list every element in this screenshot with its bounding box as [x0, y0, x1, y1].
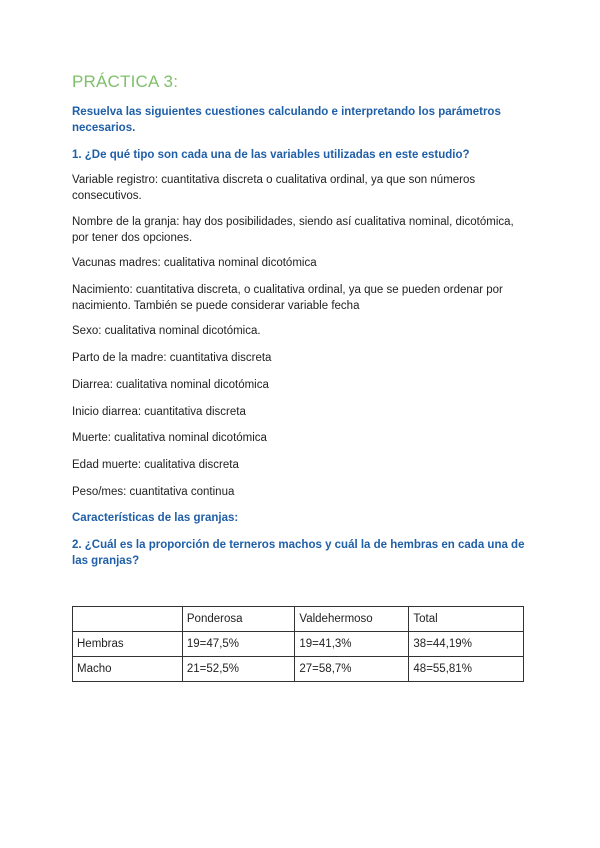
table-cell: Hembras [73, 632, 183, 657]
variable-inicio-diarrea: Inicio diarrea: cuantitativa discreta [72, 406, 246, 418]
table-cell: 19=47,5% [182, 632, 295, 657]
variable-sexo: Sexo: cualitativa nominal dicotómica. [72, 325, 261, 337]
instructions: Resuelva las siguientes cuestiones calculando e interpretando los parámetros necesarios. [72, 106, 501, 134]
table-cell: 19=41,3% [295, 632, 409, 657]
table-header-row [73, 607, 524, 632]
table-header-cell: Ponderosa [182, 607, 295, 632]
table-row [73, 632, 524, 657]
table-cell: Macho [73, 657, 183, 682]
page-title: PRÁCTICA 3: [72, 72, 179, 91]
table-cell: 38=44,19% [409, 632, 524, 657]
table-header-cell: Valdehermoso [295, 607, 409, 632]
question-1: 1. ¿De qué tipo son cada una de las variables utilizadas en este estudio? [72, 149, 470, 161]
variable-muerte: Muerte: cualitativa nominal dicotómica [72, 432, 267, 444]
variable-edad-muerte: Edad muerte: cualitativa discreta [72, 459, 239, 471]
table-header-cell: Total [409, 607, 524, 632]
proportions-table [72, 606, 524, 682]
variable-registro: Variable registro: cuantitativa discreta o cualitativa ordinal, ya que son números consecutivos. [72, 174, 476, 202]
variable-parto-madre: Parto de la madre: cuantitativa discreta [72, 352, 272, 364]
question-2: 2. ¿Cuál es la proporción de terneros machos y cuál la de hembras en cada una de las granjas? [72, 539, 525, 567]
table-header-cell [73, 607, 183, 632]
farm-characteristics-heading: Características de las granjas: [72, 512, 239, 524]
variable-nacimiento: Nacimiento: cuantitativa discreta, o cualitativa ordinal, ya que se pueden ordenar por nacimiento. También se puede considerar variable fecha [72, 284, 503, 312]
table-cell: 48=55,81% [409, 657, 524, 682]
table-cell: 27=58,7% [295, 657, 409, 682]
table-row [73, 657, 524, 682]
variable-nombre-granja: Nombre de la granja: hay dos posibilidades, siendo así cualitativa nominal, dicotómica, por tener dos opciones. [72, 216, 514, 244]
variable-diarrea: Diarrea: cualitativa nominal dicotómica [72, 379, 269, 391]
table-cell: 21=52,5% [182, 657, 295, 682]
variable-vacunas-madres: Vacunas madres: cualitativa nominal dicotómica [72, 257, 317, 269]
variable-peso-mes: Peso/mes: cuantitativa continua [72, 486, 235, 498]
